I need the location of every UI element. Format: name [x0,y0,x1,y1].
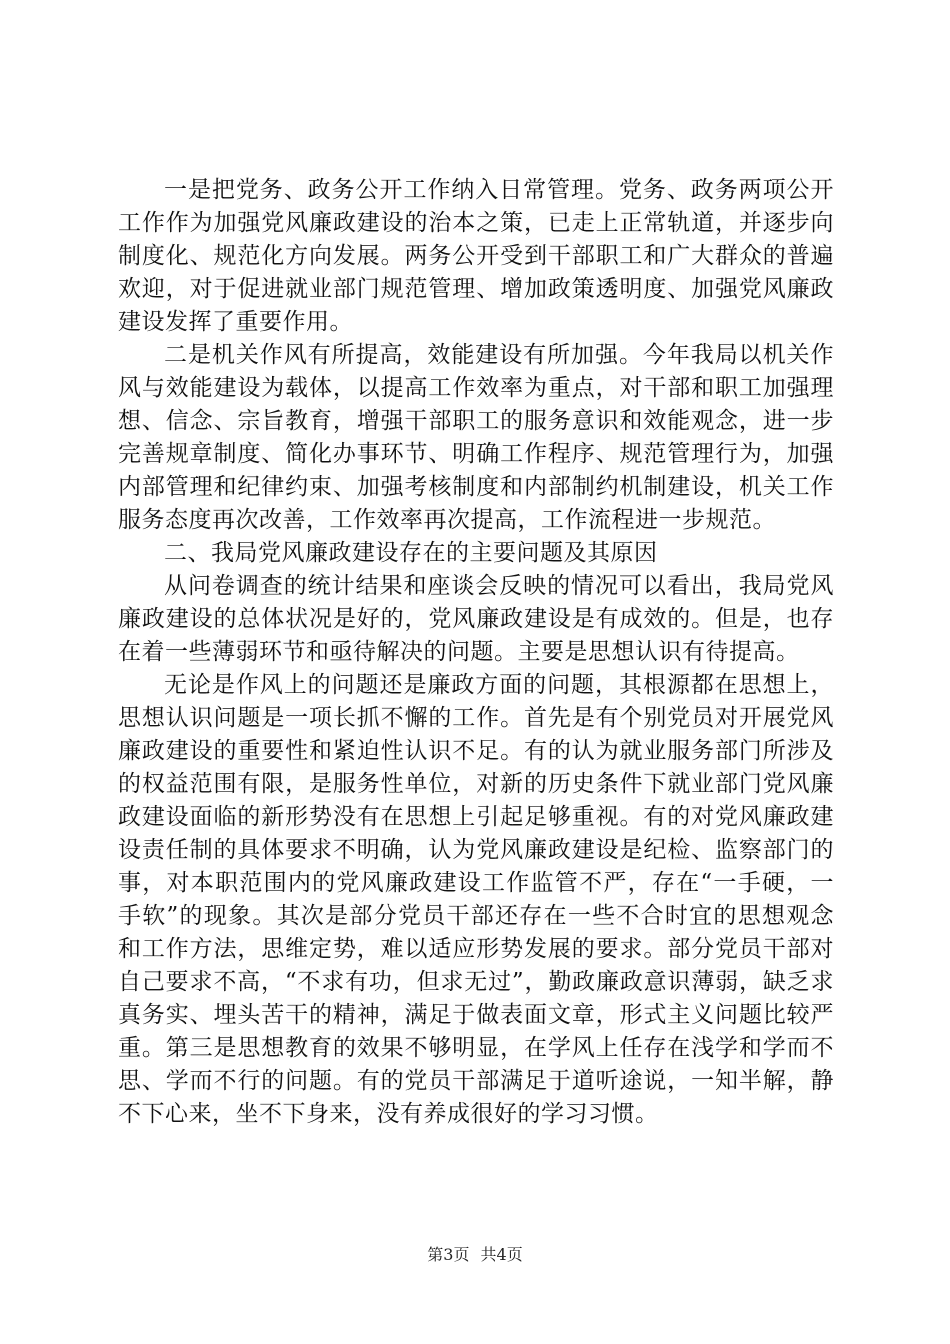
document-body [118,174,834,1131]
page-footer [0,1245,950,1265]
page-number: 第3页 [427,1245,470,1264]
paragraph-ideological-issues: 无论是作风上的问题还是廉政方面的问题，其根源都在思想上，思想认识问题是一项长抓不懈的工作。首先是有个别党员对开展党风廉政建设的重要性和紧迫性认识不足。有的认为就业服务部门所涉及的权益范围有限，是服务性单位，对新的历史条件下就业部门党风廉政建设面临的新形势没有在思想上引起足够重视。有的对党风廉政建设责任制的具体要求不明确，认为党风廉政建设是纪检、监察部门的事，对本职范围内的党风廉政建设工作监管不严，存在“一手硬，一手软”的现象。其次是部分党员干部还存在一些不合时宜的思想观念和工作方法，思维定势，难以适应形势发展的要求。部分党员干部对自己要求不高，“不求有功，但求无过”，勤政廉政意识薄弱，缺乏求真务实、埋头苦干的精神，满足于做表面文章，形式主义问题比较严重。第三是思想教育的效果不够明显，在学风上任存在浅学和学而不思、学而不行的问题。有的党员干部满足于道听途说，一知半解，静不下心来，坐不下身来，没有养成很好的学习习惯。 [118,672,834,1127]
paragraph-work-style-efficiency: 二是机关作风有所提高，效能建设有所加强。今年我局以机关作风与效能建设为载体，以提高工作效率为重点，对干部和职工加强理想、信念、宗旨教育，增强干部职工的服务意识和效能观念，进一步完善规章制度、简化办事环节、明确工作程序、规范管理行为，加强内部管理和纪律约束、加强考核制度和内部制约机制建设，机关工作服务态度再次改善，工作效率再次提高，工作流程进一步规范。 [118,342,834,533]
section-heading-main-problems: 二、我局党风廉政建设存在的主要问题及其原因 [164,540,658,566]
paragraph-survey-results: 从问卷调查的统计结果和座谈会反映的情况可以看出，我局党风廉政建设的总体状况是好的，党风廉政建设是有成效的。但是，也存在着一些薄弱环节和亟待解决的问题。主要是思想认识有待提高。 [118,573,834,665]
paragraph-party-affairs-openness: 一是把党务、政务公开工作纳入日常管理。党务、政务两项公开工作作为加强党风廉政建设的治本之策，已走上正常轨道，并逐步向制度化、规范化方向发展。两务公开受到干部职工和广大群众的普遍欢迎，对于促进就业部门规范管理、增加政策透明度、加强党风廉政建设发挥了重要作用。 [118,177,834,335]
page-total: 共4页 [480,1245,523,1264]
